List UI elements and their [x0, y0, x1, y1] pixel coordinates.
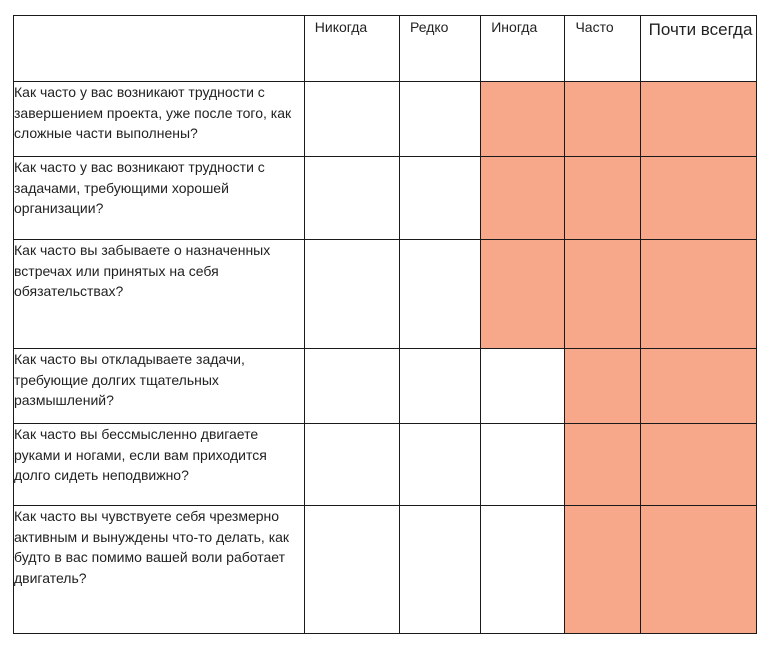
question-text: Как часто у вас возникают трудности с задачами, требующими хорошей организации?	[14, 159, 265, 216]
question-text: Как часто у вас возникают трудности с завершением проекта, уже после того, как сложные части выполнены?	[14, 84, 292, 141]
answer-cell-sometimes[interactable]	[481, 240, 565, 349]
table-row	[14, 240, 757, 349]
header-often: Часто	[565, 16, 640, 82]
question-cell	[14, 506, 305, 634]
answer-cell-rarely[interactable]	[400, 157, 481, 240]
answer-cell-sometimes[interactable]	[481, 506, 565, 634]
question-cell	[14, 424, 305, 506]
answer-cell-almost-always[interactable]	[640, 349, 756, 424]
answer-cell-rarely[interactable]	[400, 349, 481, 424]
answer-cell-often[interactable]	[565, 424, 640, 506]
header-rarely: Редко	[400, 16, 481, 82]
answer-cell-rarely[interactable]	[400, 82, 481, 157]
answer-cell-never[interactable]	[304, 424, 399, 506]
question-cell	[14, 349, 305, 424]
table-row	[14, 82, 757, 157]
answer-cell-almost-always[interactable]	[640, 157, 756, 240]
table-row	[14, 349, 757, 424]
answer-cell-rarely[interactable]	[400, 506, 481, 634]
answer-cell-never[interactable]	[304, 240, 399, 349]
answer-cell-sometimes[interactable]	[481, 424, 565, 506]
answer-cell-almost-always[interactable]	[640, 424, 756, 506]
header-row	[14, 16, 757, 82]
question-text: Как часто вы бессмысленно двигаете руками и ногами, если вам приходится долго сидеть неподвижно?	[14, 426, 267, 483]
table-row	[14, 506, 757, 634]
answer-cell-almost-always[interactable]	[640, 240, 756, 349]
table-row	[14, 157, 757, 240]
answer-cell-rarely[interactable]	[400, 424, 481, 506]
answer-cell-almost-always[interactable]	[640, 506, 756, 634]
header-almost-always: Почти всегда	[640, 16, 756, 82]
answer-cell-often[interactable]	[565, 240, 640, 349]
question-cell	[14, 240, 305, 349]
answer-cell-often[interactable]	[565, 157, 640, 240]
table-row	[14, 424, 757, 506]
answer-cell-never[interactable]	[304, 349, 399, 424]
answer-cell-never[interactable]	[304, 157, 399, 240]
answer-cell-never[interactable]	[304, 506, 399, 634]
header-corner-cell	[14, 16, 305, 82]
answer-cell-rarely[interactable]	[400, 240, 481, 349]
question-cell	[14, 157, 305, 240]
question-cell	[14, 82, 305, 157]
answer-cell-almost-always[interactable]	[640, 82, 756, 157]
answer-cell-never[interactable]	[304, 82, 399, 157]
survey-table	[13, 15, 757, 634]
answer-cell-sometimes[interactable]	[481, 157, 565, 240]
question-text: Как часто вы забываете о назначенных встречах или принятых на себя обязательствах?	[14, 242, 271, 299]
question-text: Как часто вы чувствуете себя чрезмерно активным и вынуждены что-то делать, как будто в вас помимо вашей воли работает двигатель?	[14, 508, 290, 586]
answer-cell-often[interactable]	[565, 506, 640, 634]
header-never: Никогда	[304, 16, 399, 82]
answer-cell-sometimes[interactable]	[481, 349, 565, 424]
header-sometimes: Иногда	[481, 16, 565, 82]
answer-cell-often[interactable]	[565, 349, 640, 424]
question-text: Как часто вы откладываете задачи, требующие долгих тщательных размышлений?	[14, 351, 245, 408]
answer-cell-often[interactable]	[565, 82, 640, 157]
answer-cell-sometimes[interactable]	[481, 82, 565, 157]
